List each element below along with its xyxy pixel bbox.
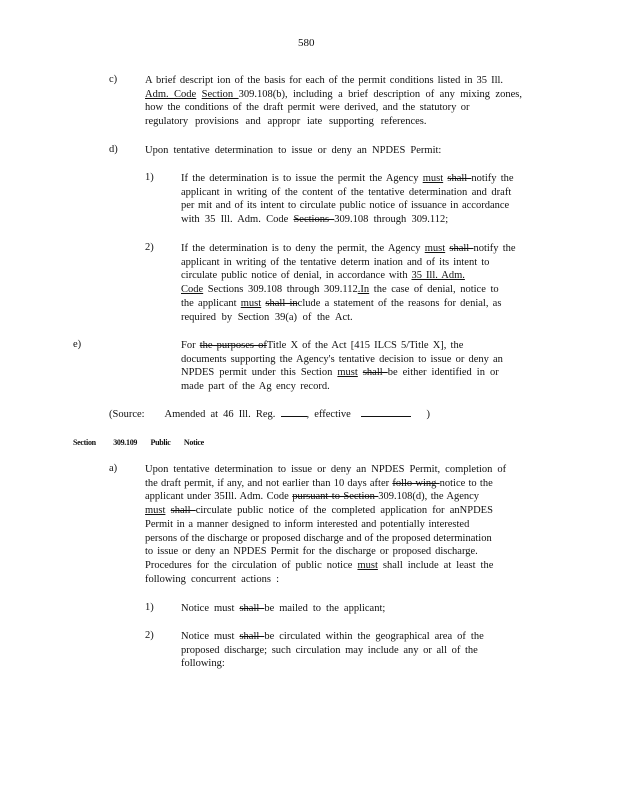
item-e-text — [181, 339, 537, 394]
item-d1-line: per mit and of its intent to circulate public notice of issuance in accordance — [181, 200, 510, 212]
item-a2-line: following: — [181, 658, 225, 670]
item-d2-line: required by Section 39(a) of the Act. — [181, 311, 353, 323]
source-amended: Amended at 46 Ill. Reg. — [164, 409, 276, 420]
item-e-label: e) — [73, 339, 82, 350]
item-a-line: Upon tentative determination to issue or deny an NPDES Permit, completion of — [145, 464, 507, 475]
item-d2-text — [181, 242, 537, 324]
section-title-2: Notice — [183, 438, 204, 447]
item-a-line: Procedures for the circulation of public notice must shall include at least the — [145, 559, 494, 571]
item-c-label: c) — [109, 74, 118, 85]
item-a-line: to issue or deny an NPDES Permit for the discharge or proposed discharge. — [145, 546, 478, 558]
source-close: ) — [426, 409, 430, 420]
item-e-line: NPDES permit under this Section must shall be either identified in or — [181, 367, 499, 379]
effective-date-blank — [361, 407, 411, 417]
item-a2-line: proposed discharge; such circulation may include any or all of the — [181, 644, 478, 656]
item-e-line: For the purposes ofTitle X of the Act [415 ILCS 5/Title X], the — [181, 340, 464, 351]
item-d2-line: Code Sections 309.108 through 309.112.In the case of denial, notice to — [181, 284, 499, 296]
reg-blank — [281, 407, 307, 417]
item-d2-line: applicant in writing of the tentative determ ination and of its intent to — [181, 256, 490, 268]
item-c-text — [145, 74, 533, 129]
item-d-text: Upon tentative determination to issue or deny an NPDES Permit: — [145, 145, 442, 156]
item-a1-label: 1) — [145, 602, 154, 613]
item-a-line: must shall circulate public notice of the completed application for anNPDES — [145, 505, 493, 517]
item-a2-line: Notice must shall be circulated within the geographical area of the — [181, 631, 484, 642]
item-d2-line: the applicant must shall include a statement of the reasons for denial, as — [181, 297, 502, 309]
section-word: Section — [73, 438, 96, 447]
item-a-line: the draft permit, if any, and not earlier than 10 days after follo wing notice to the — [145, 477, 493, 489]
item-c-line: how the conditions of the draft permit were derived, and the statutory or — [145, 102, 470, 114]
source-prefix: (Source: — [109, 409, 145, 420]
section-title-1: Public — [150, 438, 171, 447]
item-a-label: a) — [109, 463, 118, 474]
item-e-line: made part of the Ag ency record. — [181, 381, 330, 393]
section-heading — [73, 438, 204, 447]
item-a-line: Permit in a manner designed to inform interested and potentially interested — [145, 518, 470, 530]
item-a2-text — [181, 630, 521, 671]
item-d2-line: circulate public notice of denial, in accordance with 35 Ill. Adm. — [181, 270, 465, 282]
item-d1-line: If the determination is to issue the permit the Agency must shall notify the — [181, 173, 514, 184]
item-d-label: d) — [109, 144, 118, 155]
item-d1-text — [181, 172, 537, 227]
item-a-text — [145, 463, 537, 586]
item-c-line: regulatory provisions and appropr iate supporting references. — [145, 116, 427, 128]
item-a2-label: 2) — [145, 630, 154, 641]
section-number: 309.109 — [113, 438, 138, 447]
item-c-line: A brief descript ion of the basis for each of the permit conditions listed in 35 Ill. — [145, 75, 504, 86]
item-d1-line: with 35 Ill. Adm. Code Sections 309.108 through 309.112; — [181, 214, 449, 226]
item-a1-text: Notice must shall be mailed to the applicant; — [181, 603, 386, 614]
item-a-line: following concurrent actions : — [145, 573, 280, 585]
item-d1-label: 1) — [145, 172, 154, 183]
item-a-line: persons of the discharge or proposed discharge and of the proposed determination — [145, 532, 492, 544]
item-d2-label: 2) — [145, 242, 154, 253]
item-d1-line: applicant in writing of the content of the tentative determination and draft — [181, 186, 512, 198]
item-c-line: Adm. Code Section 309.108(b), including a brief description of any mixing zones, — [145, 88, 522, 100]
item-d2-line: If the determination is to deny the permit, the Agency must shall notify the — [181, 243, 516, 254]
source-effective: , effective — [306, 409, 351, 420]
item-a-line: applicant under 35Ill. Adm. Code pursuant to Section 309.108(d), the Agency — [145, 491, 480, 503]
page-number: 580 — [298, 37, 315, 49]
source-line — [109, 407, 430, 420]
item-e-line: documents supporting the Agency's tentative decision to issue or deny an — [181, 353, 503, 365]
